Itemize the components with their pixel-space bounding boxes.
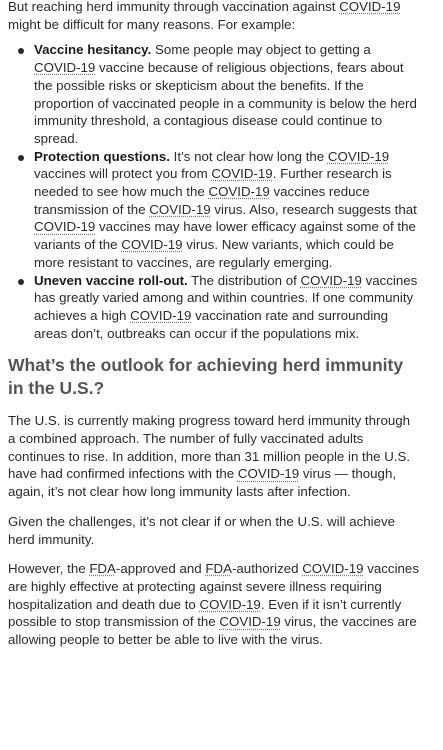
- term-covid-19[interactable]: COVID-19: [149, 201, 211, 217]
- term-covid-19[interactable]: COVID-19: [302, 561, 364, 577]
- text-run: The U.S. is currently making progress toward herd immunity through a combined approach. The number of fully vaccinated adults continues to rise. In addition, more than 31 million people in the U.S. have had confirmed infections with the: [8, 413, 411, 482]
- text-run: vaccines may have lower efficacy against some of the variants of the: [34, 219, 416, 253]
- body-paragraph: [8, 513, 419, 548]
- text-run: virus, the vaccines are allowing people to better be able to live with the virus.: [8, 614, 417, 648]
- text-run: vaccines has greatly varied among and within countries. If one community achieves a high: [34, 272, 418, 323]
- text-run: The distribution of: [187, 272, 301, 288]
- text-run: Given the challenges, it’s not clear if or when the U.S. will achieve herd immunity.: [8, 513, 396, 547]
- reasons-list: [8, 41, 419, 342]
- list-item: [34, 41, 419, 147]
- text-run: . Even if it isn’t currently possible to stop transmission of the: [8, 596, 402, 630]
- term-covid-19[interactable]: COVID-19: [339, 0, 401, 14]
- intro-paragraph: [8, 0, 419, 33]
- text-run: vaccine because of religious objections, fears about the possible risks or skepticism about the benefits. If the proportion of vaccinated people in a community is below the herd immunity threshold, a contagious disease could continue to spread.: [34, 60, 417, 146]
- body-paragraph: [8, 560, 419, 649]
- term-fda[interactable]: FDA: [89, 561, 116, 577]
- body-paragraph: [8, 412, 419, 501]
- text-run: Some people may object to getting a: [151, 42, 371, 58]
- text-run: vaccines are highly effective at protecting against severe illness requiring hospitalization and death due to: [8, 561, 419, 612]
- text-run: It’s not clear how long the: [169, 148, 328, 164]
- section-heading: What’s the outlook for achieving herd immunity in the U.S.?: [8, 355, 404, 399]
- text-run: virus — though, again, it’s not clear how long immunity lasts after infection.: [8, 466, 397, 500]
- text-run: vaccines will protect you from: [34, 166, 212, 182]
- term-covid-19[interactable]: COVID-19: [208, 184, 270, 200]
- term-covid-19[interactable]: COVID-19: [219, 614, 281, 630]
- term-covid-19[interactable]: COVID-19: [237, 466, 300, 482]
- term-covid-19[interactable]: COVID-19: [199, 596, 261, 612]
- term-covid-19[interactable]: COVID-19: [300, 272, 362, 288]
- term-covid-19[interactable]: COVID-19: [211, 166, 273, 182]
- intro-text-after: might be difficult for many reasons. For example:: [8, 16, 296, 32]
- text-run: virus. New variants, which could be more resistant to vaccines, are regularly emerging.: [34, 237, 394, 270]
- text-run: However, the: [8, 561, 90, 577]
- term-fda[interactable]: FDA: [205, 561, 232, 577]
- list-item-title: Vaccine hesitancy.: [34, 42, 152, 58]
- term-covid-19[interactable]: COVID-19: [130, 307, 192, 323]
- list-item: [34, 148, 419, 272]
- term-covid-19[interactable]: COVID-19: [327, 148, 390, 164]
- text-run: . Further research is needed to see how much the: [34, 166, 392, 200]
- intro-text-before: But reaching herd immunity through vaccination against: [8, 0, 340, 14]
- list-item-title: Uneven vaccine roll-out.: [34, 272, 188, 288]
- text-run: virus. Also, research suggests that: [210, 201, 417, 217]
- text-run: vaccines reduce transmission of the: [34, 184, 370, 217]
- list-item-title: Protection questions.: [34, 148, 170, 164]
- list-item: [34, 272, 419, 343]
- term-covid-19[interactable]: COVID-19: [121, 237, 183, 253]
- section-paragraphs: [8, 412, 419, 648]
- text-run: -authorized: [231, 561, 303, 577]
- text-run: -approved and: [115, 561, 206, 577]
- term-covid-19[interactable]: COVID-19: [34, 219, 96, 235]
- text-run: vaccination rate and surrounding areas don’t, outbreaks can occur if the populations mix.: [34, 307, 389, 341]
- term-covid-19[interactable]: COVID-19: [34, 60, 96, 76]
